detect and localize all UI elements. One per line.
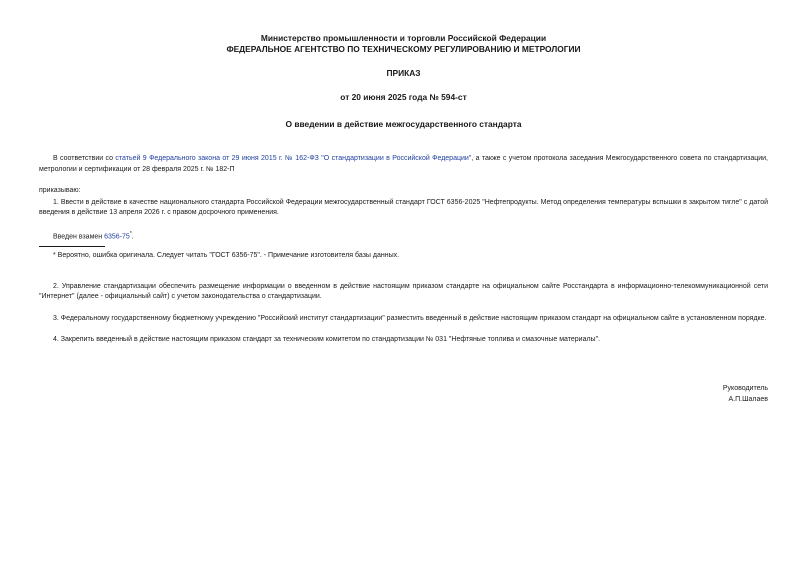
footnote-text: * Вероятно, ошибка оригинала. Следует читать "ГОСТ 6356-75". - Примечание изготовителя базы данных. [53, 252, 400, 260]
federal-law-link[interactable]: статьей 9 Федерального закона от 29 июня 2015 г. № 162-ФЗ "О стандартизации в Российской Федерации" [115, 155, 472, 162]
order-word: приказываю: [39, 187, 81, 194]
signatory-position: Руководитель [722, 385, 768, 392]
replaced-standard-paragraph: Введен взамен 6356-75*. [53, 230, 134, 240]
preamble-text-end: , а также с учетом протокола заседания Межгосударственного совета по стандартизации, метрологии и сертификации от 28 февраля 2025 г. № 182-П [39, 155, 768, 173]
document-body [0, 154, 807, 346]
footnote-marker: * [129, 230, 132, 237]
agency-name: ФЕДЕРАЛЬНОЕ АГЕНТСТВО ПО ТЕХНИЧЕСКОМУ РЕГУЛИРОВАНИЮ И МЕТРОЛОГИИ [226, 43, 581, 54]
footnote-separator [39, 246, 105, 247]
gost-6356-75-link[interactable]: 6356-75 [104, 232, 130, 240]
item-1-paragraph: 1. Ввести в действие в качестве национального стандарта Российской Федерации межгосударственный стандарт ГОСТ 6356-2025 "Нефтепродукты. Метод определения температуры вспышки в закрытом тигле" с датой введения в действие 13 апреля 2026 г. с правом досрочного применения. [39, 198, 768, 216]
ministry-name: Министерство промышленности и торговли Российской Федерации [260, 33, 547, 43]
item-4-paragraph: 4. Закрепить введенный в действие настоящим приказом стандарт за техническим комитетом по стандартизации № 031 "Нефтяные топлива и смазочные материалы". [53, 336, 601, 344]
signatory-name: А.П.Шалаев [728, 395, 768, 403]
preamble-text-start: В соответствии со [53, 155, 116, 162]
preamble-paragraph [0, 154, 807, 175]
replaced-text: Введен взамен [53, 232, 105, 240]
document-type: ПРИКАЗ [386, 68, 421, 78]
signature-block [0, 384, 807, 405]
document-title: О введении в действие межгосударственного стандарта [285, 119, 522, 129]
document-header [0, 33, 807, 130]
item-3-paragraph: 3. Федеральному государственному бюджетному учреждению "Российский институт стандартизации" разместить введенный в действие настоящим приказом стандарт на официальном сайте в установленном порядке. [53, 314, 767, 322]
item-2-paragraph: 2. Управление стандартизации обеспечить размещение информации о введенном в действие настоящим приказом стандарте на официальном сайте Росстандарта в информационно-телекоммуникационной сети "Интернет" (далее - официальный сайт) с учетом законодательства о стандартизации. [39, 282, 768, 301]
document-date-number: от 20 июня 2025 года № 594-ст [340, 91, 467, 102]
